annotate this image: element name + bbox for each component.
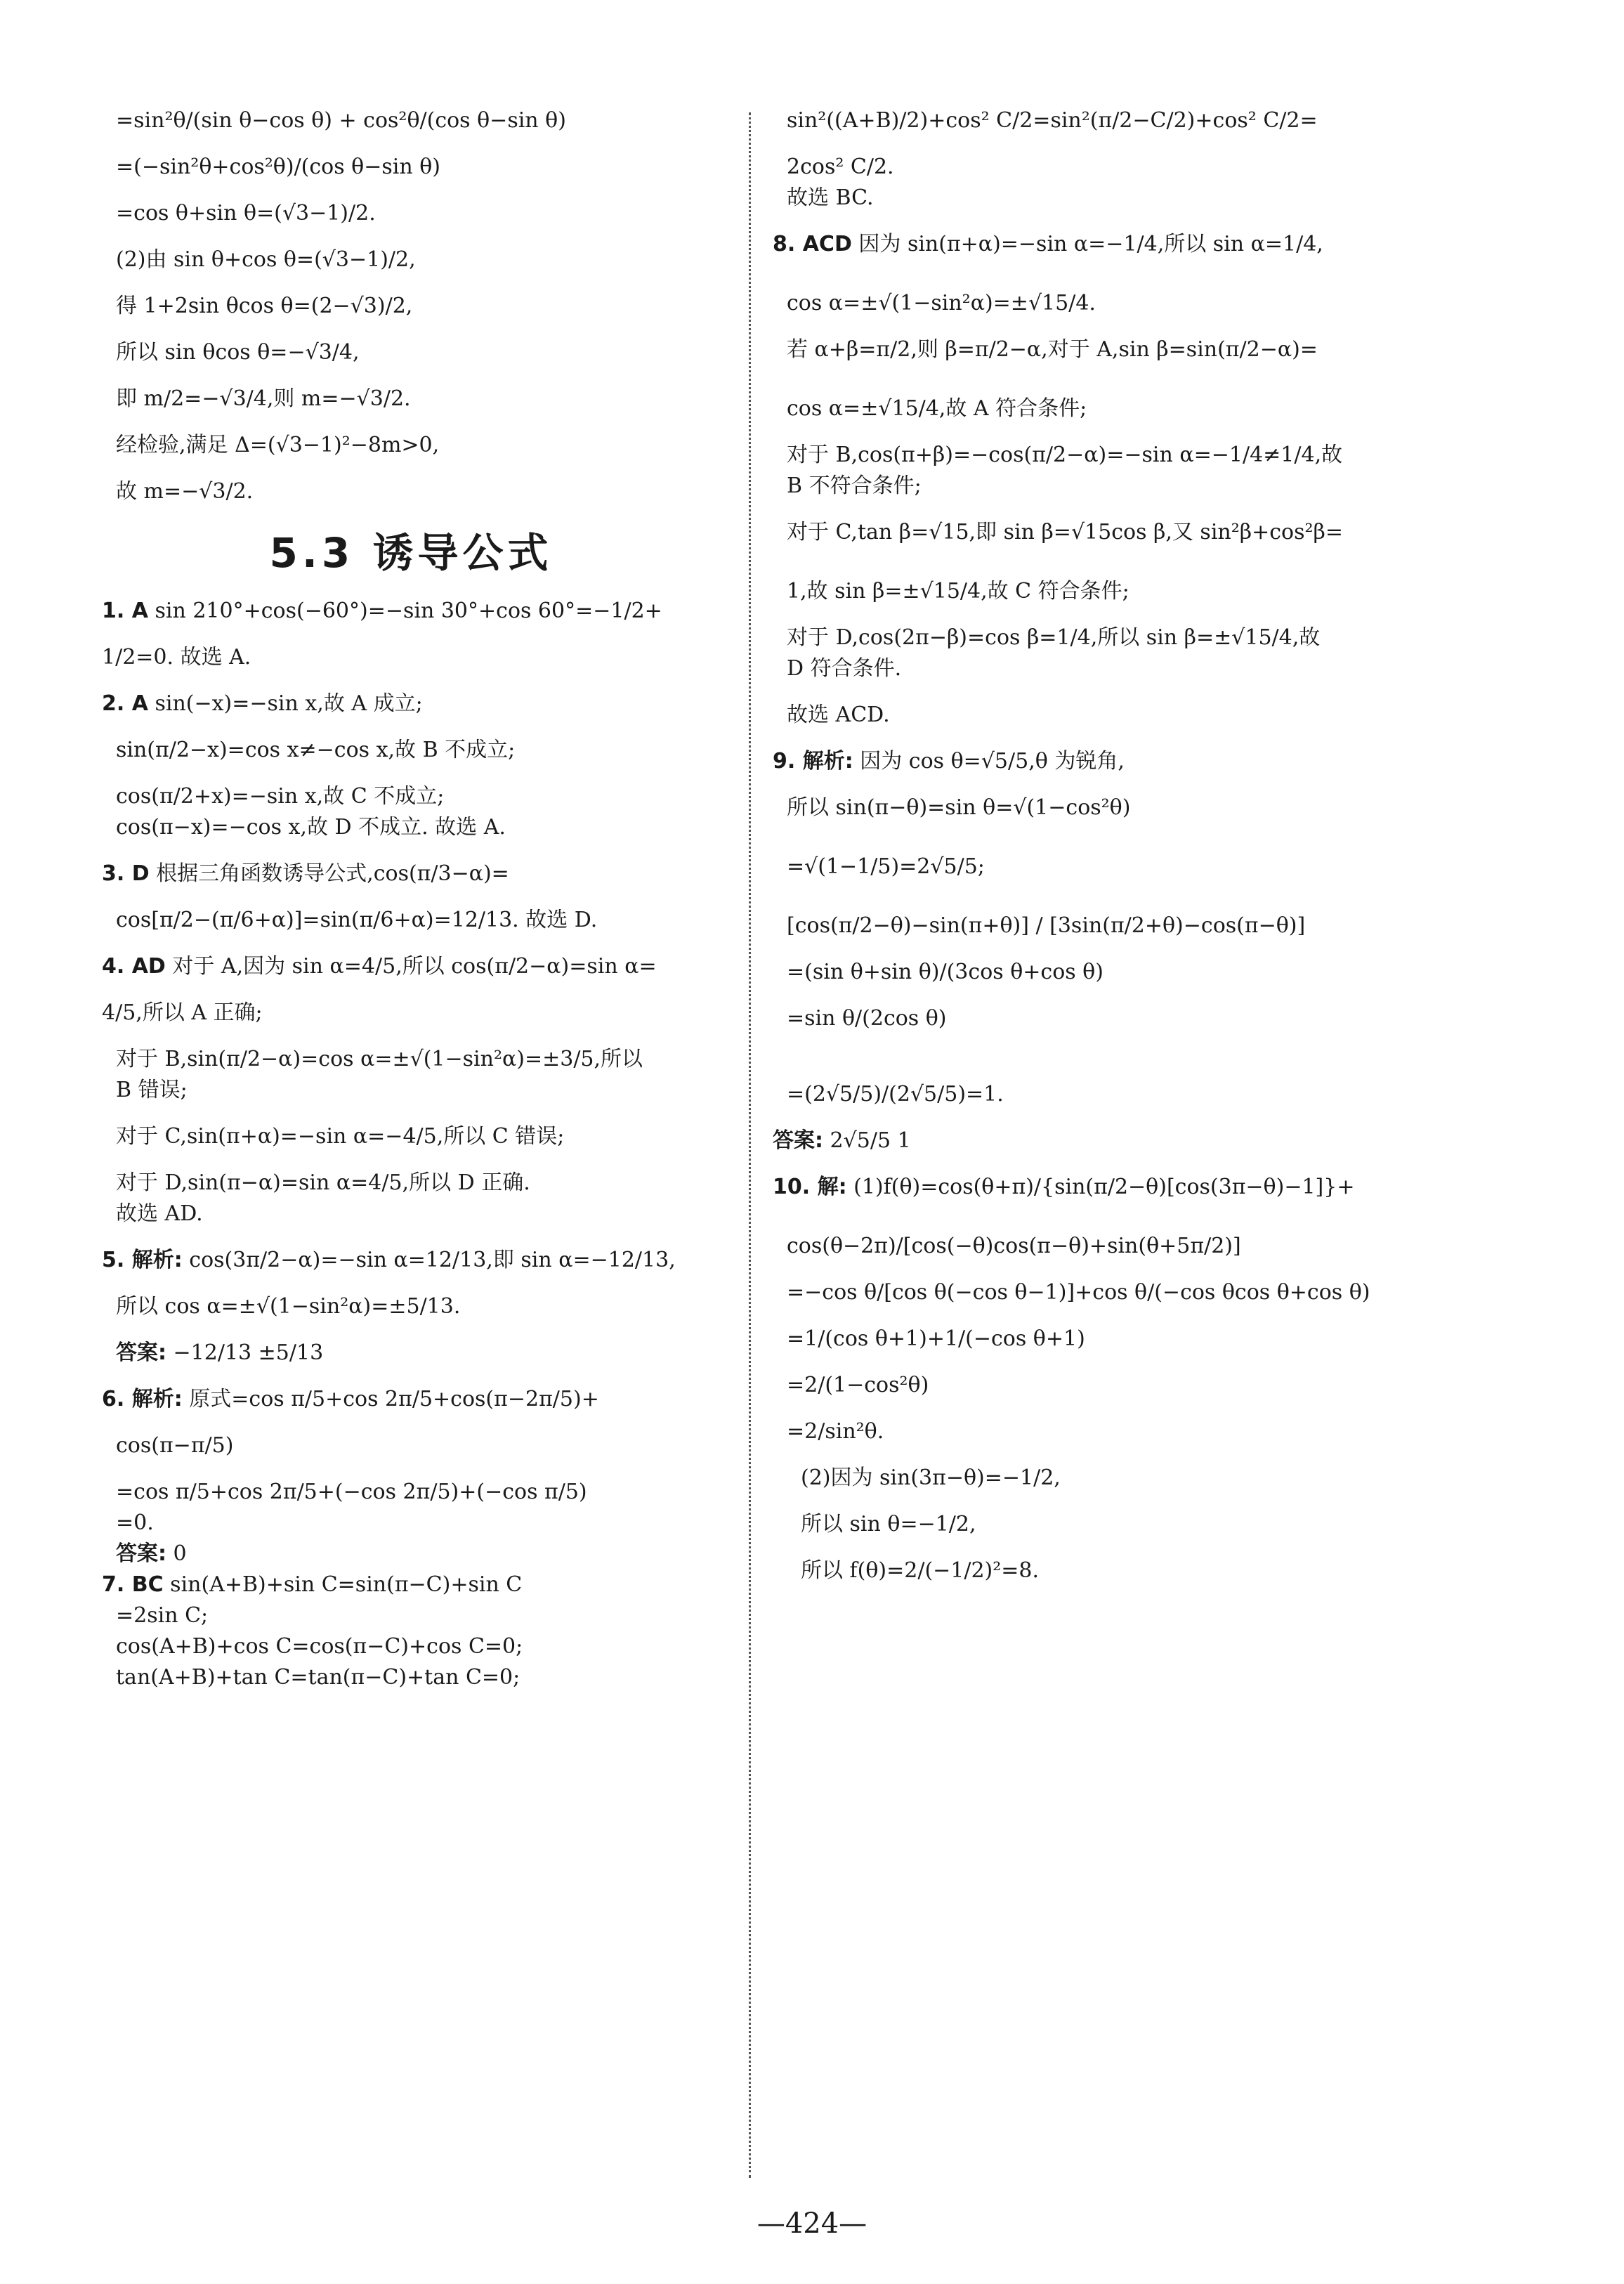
line-text: 所以 f(θ)=2/(−1/2)²=8. [801,1558,1040,1583]
text-line [102,689,720,719]
text-line [102,1539,720,1570]
text-line [102,105,720,136]
line-text: 得 1+2sin θcos θ=(2−√3)/2, [116,294,413,318]
text-line [773,1231,1461,1262]
line-text: B 不符合条件; [787,474,922,498]
line-gap [773,1034,1461,1079]
line-text: =0. [116,1510,154,1535]
text-line [773,792,1461,823]
line-text: =2/(1−cos²θ) [787,1373,929,1397]
line-gap [773,1540,1461,1555]
text-line [102,1291,720,1322]
problem-number: 7. BC [102,1572,164,1597]
text-line [773,152,1461,183]
problem-number: 9. 解析: [773,749,853,774]
line-gap [773,319,1461,334]
text-line [773,1416,1461,1447]
text-line [102,1245,720,1276]
line-text: 对于 B,sin(π/2−α)=cos α=±√(1−sin²α)=±3/5,所以 [116,1047,643,1071]
line-gap [102,275,720,291]
text-line [773,440,1461,471]
text-line [102,152,720,183]
line-gap [773,1262,1461,1277]
text-line [773,393,1461,424]
text-line [102,998,720,1029]
problem-number: 1. A [102,599,148,623]
answer-label: 答案: [116,1541,166,1566]
line-text: cos[π/2−(π/6+α)]=sin(π/6+α)=12/13. 故选 D. [116,908,598,932]
text-line [773,911,1461,941]
line-gap [773,424,1461,440]
line-gap [773,1156,1461,1172]
text-line [102,1430,720,1461]
line-text: 原式=cos π/5+cos 2π/5+cos(π−2π/5)+ [189,1387,599,1411]
line-gap [102,982,720,998]
text-line [773,334,1461,365]
text-line [102,291,720,322]
text-line [102,1044,720,1075]
line-text: =√(1−1/5)=2√5/5; [787,854,985,879]
line-gap [773,988,1461,1003]
text-line [773,851,1461,882]
text-line [773,1277,1461,1308]
line-text: 故选 ACD. [787,703,890,727]
text-line [102,244,720,275]
text-line [773,653,1461,684]
problem-number: 6. 解析: [102,1387,183,1411]
text-line [773,957,1461,988]
line-text: cos(θ−2π)/[cos(−θ)cos(π−θ)+sin(θ+5π/2)] [787,1234,1241,1258]
line-text: 所以 sin θcos θ=−√3/4, [116,340,360,365]
text-line [102,905,720,936]
line-text: 经检验,满足 Δ=(√3−1)²−8m>0, [116,433,440,457]
line-text: (1)f(θ)=cos(θ+π)/{sin(π/2−θ)[cos(3π−θ)−1]}+ [853,1175,1355,1199]
line-text: 1,故 sin β=±√15/4,故 C 符合条件; [787,579,1129,603]
line-text: sin(π/2−x)=cos x≠−cos x,故 B 不成立; [116,738,516,762]
text-line [773,183,1461,214]
line-text: sin(A+B)+sin C=sin(π−C)+sin C [170,1572,523,1597]
line-text: 若 α+β=π/2,则 β=π/2−α,对于 A,sin β=sin(π/2−α)= [787,337,1318,362]
line-gap [102,183,720,198]
line-gap [102,1461,720,1477]
line-text: 所以 sin(π−θ)=sin θ=√(1−cos²θ) [787,795,1131,820]
line-text: B 错误; [116,1078,188,1102]
line-gap [773,823,1461,851]
problem-number: 3. D [102,861,150,886]
column-divider [749,112,751,2178]
line-text: =(2√5/5)/(2√5/5)=1. [787,1082,1004,1107]
text-line [102,1477,720,1508]
text-line [773,1370,1461,1401]
text-line [773,1079,1461,1110]
line-gap [102,719,720,735]
text-line [102,476,720,507]
line-gap [773,684,1461,700]
text-line [773,1509,1461,1540]
line-text: =sin θ/(2cos θ) [787,1006,947,1031]
line-gap [102,229,720,244]
text-line [773,471,1461,502]
line-text: tan(A+B)+tan C=tan(π−C)+tan C=0; [116,1665,520,1690]
line-gap [102,936,720,951]
line-gap [773,882,1461,911]
text-line [102,1384,720,1415]
text-line [102,1662,720,1693]
text-line [773,517,1461,548]
line-text: (2)由 sin θ+cos θ=(√3−1)/2, [116,247,416,272]
line-gap [102,1369,720,1384]
text-line [773,1125,1461,1156]
line-text: 故选 BC. [787,185,874,210]
line-text: 0 [173,1541,187,1566]
text-line [773,746,1461,777]
line-text: cos(π−π/5) [116,1433,234,1458]
line-text: =(sin θ+sin θ)/(3cos θ+cos θ) [787,960,1104,984]
text-line [773,229,1461,260]
line-text: 对于 D,cos(2π−β)=cos β=1/4,所以 sin β=±√15/4,故 [787,625,1321,650]
line-text: 2√5/5 1 [830,1128,911,1153]
line-text: 对于 D,sin(π−α)=sin α=4/5,所以 D 正确. [116,1170,530,1195]
line-text: =−cos θ/[cos θ(−cos θ−1)]+cos θ/(−cos θcos θ+cos θ) [787,1280,1370,1305]
text-line [773,1555,1461,1586]
text-line [102,781,720,812]
line-text: cos(π−x)=−cos x,故 D 不成立. 故选 A. [116,815,506,840]
line-gap [102,673,720,689]
line-gap [773,1203,1461,1231]
text-line [773,1324,1461,1355]
line-text: 4/5,所以 A 正确; [102,1000,263,1025]
line-text: −12/13 ±5/13 [173,1340,324,1365]
line-gap [773,548,1461,576]
text-line [102,430,720,461]
line-text: 对于 A,因为 sin α=4/5,所以 cos(π/2−α)=sin α= [172,954,657,979]
line-gap [773,1355,1461,1370]
text-line [102,198,720,229]
line-text: cos(A+B)+cos C=cos(π−C)+cos C=0; [116,1634,523,1659]
line-text: 所以 cos α=±√(1−sin²α)=±5/13. [116,1294,461,1319]
text-line [102,859,720,889]
line-gap [102,1106,720,1121]
text-line [102,951,720,982]
text-line [102,1168,720,1199]
problem-number: 5. 解析: [102,1248,183,1272]
line-gap [102,1322,720,1338]
line-text: cos(3π/2−α)=−sin α=12/13,即 sin α=−12/13, [189,1248,676,1272]
line-text: 即 m/2=−√3/4,则 m=−√3/2. [116,386,411,411]
line-gap [102,627,720,642]
line-gap [773,136,1461,152]
text-line [773,1172,1461,1203]
text-line [102,812,720,843]
line-text: =2/sin²θ. [787,1419,884,1444]
line-text: =cos π/5+cos 2π/5+(−cos 2π/5)+(−cos π/5) [116,1480,587,1504]
line-gap [102,1152,720,1168]
text-line [102,1508,720,1539]
line-gap [773,1110,1461,1125]
answer-label: 答案: [116,1340,166,1365]
text-line [102,1075,720,1106]
line-gap [773,731,1461,746]
line-text: D 符合条件. [787,656,902,681]
line-text: =sin²θ/(sin θ−cos θ) + cos²θ/(cos θ−sin θ) [116,108,566,133]
problem-number: 10. 解: [773,1175,847,1199]
line-text: 2cos² C/2. [787,155,894,179]
line-text: cos α=±√15/4,故 A 符合条件; [787,396,1087,421]
line-gap [773,260,1461,288]
section-title: 5.3 诱导公式 [269,529,553,577]
line-text: 1/2=0. 故选 A. [102,645,251,670]
text-line [773,105,1461,136]
line-gap [102,1276,720,1291]
line-gap [102,1415,720,1430]
text-line [773,576,1461,607]
line-text: 因为 sin(π+α)=−sin α=−1/4,所以 sin α=1/4, [858,232,1323,256]
line-gap [773,607,1461,622]
right-column [773,105,1461,1586]
text-line [102,1570,720,1600]
text-line [773,288,1461,319]
line-gap [102,843,720,859]
line-gap [773,1447,1461,1463]
line-gap [102,368,720,384]
line-gap [773,1401,1461,1416]
line-text: cos(π/2+x)=−sin x,故 C 不成立; [116,784,445,809]
line-text: 对于 C,tan β=√15,即 sin β=√15cos β,又 sin²β+cos²β= [787,520,1344,544]
line-gap [773,365,1461,393]
line-gap [773,1494,1461,1509]
line-text: [cos(π/2−θ)−sin(π+θ)] / [3sin(π/2+θ)−cos(π−θ)] [787,913,1306,938]
text-line [773,1463,1461,1494]
line-text: =1/(cos θ+1)+1/(−cos θ+1) [787,1326,1085,1351]
line-gap [102,322,720,337]
text-line [102,1199,720,1229]
line-text: 对于 B,cos(π+β)=−cos(π/2−α)=−sin α=−1/4≠1/4,故 [787,443,1343,467]
text-line [102,337,720,368]
line-text: 对于 C,sin(π+α)=−sin α=−4/5,所以 C 错误; [116,1124,565,1149]
line-text: 故选 AD. [116,1201,203,1226]
answer-label: 答案: [773,1128,823,1153]
text-line [102,642,720,673]
page-number: —424— [757,2207,867,2240]
line-text: sin 210°+cos(−60°)=−sin 30°+cos 60°=−1/2+ [155,599,662,623]
line-gap [773,941,1461,957]
line-gap [773,777,1461,792]
line-text: =cos θ+sin θ=(√3−1)/2. [116,201,376,226]
line-text: cos α=±√(1−sin²α)=±√15/4. [787,291,1096,315]
line-gap [102,136,720,152]
line-text: 故 m=−√3/2. [116,479,254,504]
text-line [102,1600,720,1631]
line-gap [102,1229,720,1245]
line-gap [773,214,1461,229]
line-gap [102,889,720,905]
problem-number: 4. AD [102,954,166,979]
line-text: (2)因为 sin(3π−θ)=−1/2, [801,1466,1061,1490]
problem-number: 2. A [102,691,148,716]
text-line [102,1338,720,1369]
line-text: =2sin C; [116,1603,209,1628]
line-gap [102,766,720,781]
line-text: sin(−x)=−sin x,故 A 成立; [155,691,423,716]
line-text: 根据三角函数诱导公式,cos(π/3−α)= [156,861,509,886]
text-line [102,596,720,627]
left-column [102,105,720,1693]
line-gap [102,461,720,476]
text-line [102,384,720,415]
problem-number: 8. ACD [773,232,852,256]
line-text: 所以 sin θ=−1/2, [801,1512,976,1536]
line-gap [773,1308,1461,1324]
text-line [773,1003,1461,1034]
text-line [102,735,720,766]
line-text: =(−sin²θ+cos²θ)/(cos θ−sin θ) [116,155,440,179]
text-line [773,622,1461,653]
text-line [102,1121,720,1152]
line-gap [102,1029,720,1044]
text-line [773,700,1461,731]
line-text: 因为 cos θ=√5/5,θ 为锐角, [860,749,1125,774]
line-text: sin²((A+B)/2)+cos² C/2=sin²(π/2−C/2)+cos² C/2= [787,108,1318,133]
text-line [102,1631,720,1662]
line-gap [773,502,1461,517]
line-gap [102,415,720,430]
